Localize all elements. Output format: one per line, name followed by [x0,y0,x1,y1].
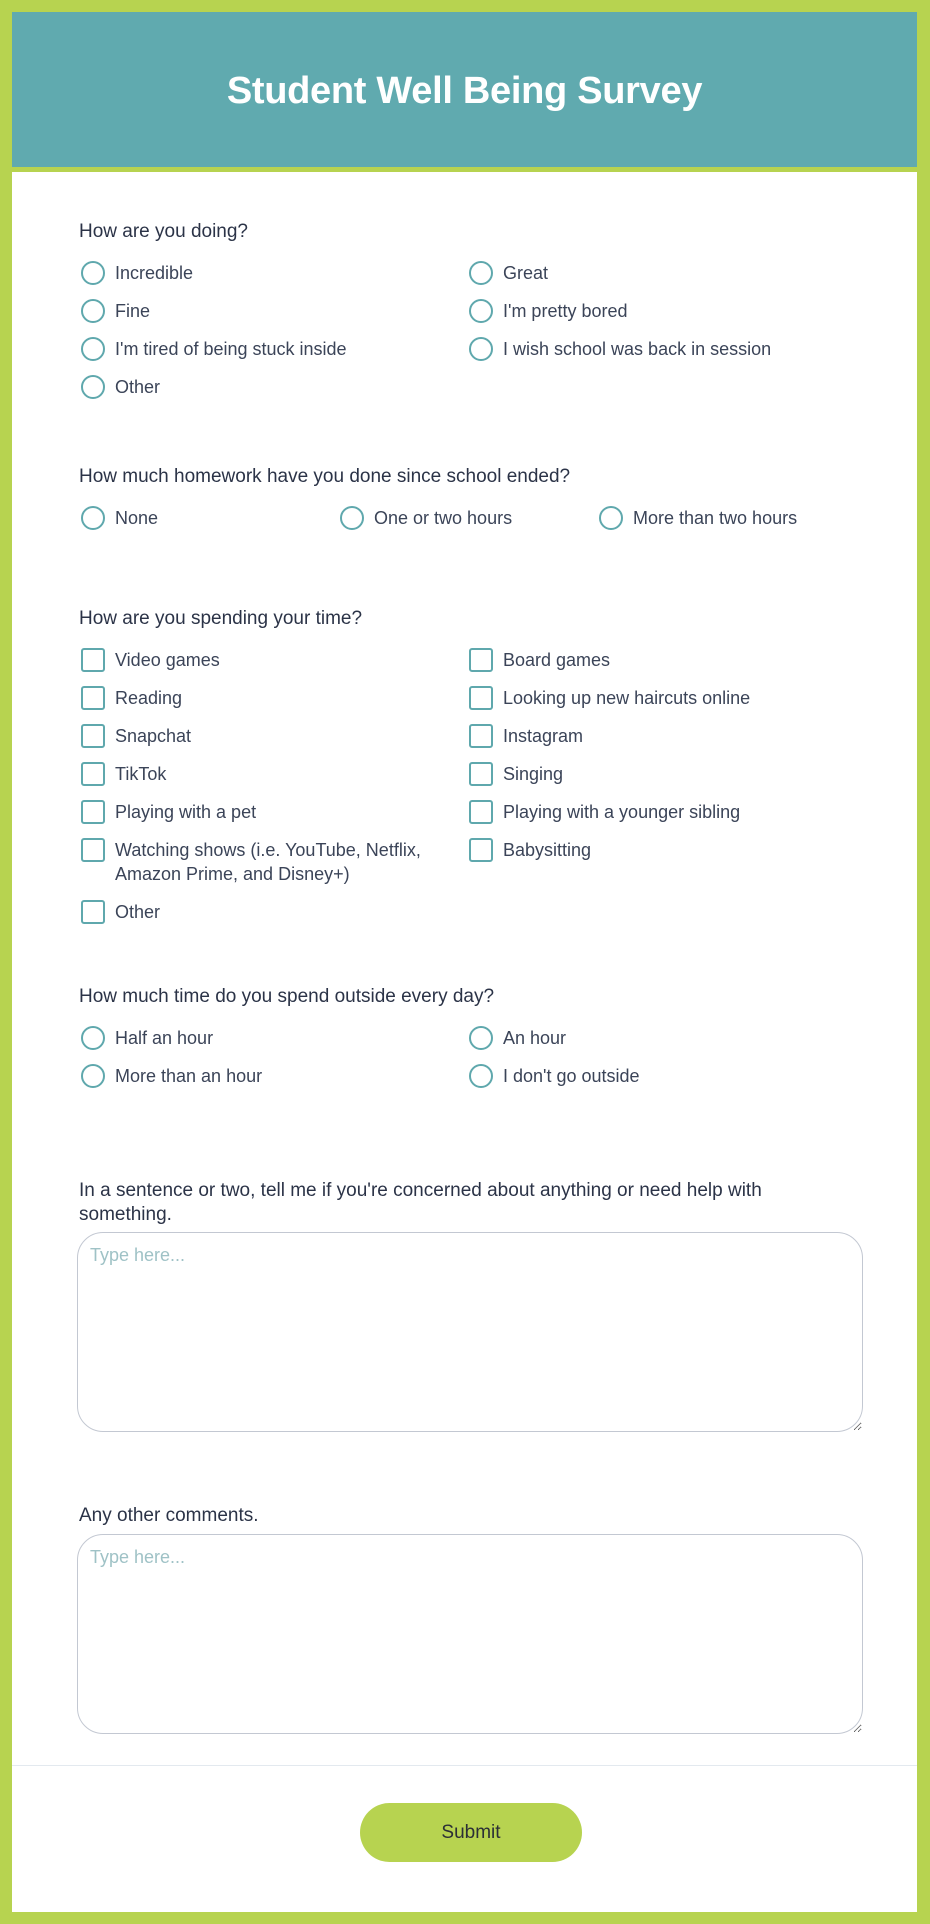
option-tiktok[interactable] [79,762,467,786]
checkbox[interactable] [81,800,105,824]
checkbox[interactable] [469,686,493,710]
option-an-hour[interactable] [467,1026,855,1050]
radio-button[interactable] [81,1064,105,1088]
header-divider [12,167,917,172]
question-label: How are you spending your time? [79,608,363,629]
option-label: Instagram [503,726,584,746]
checkbox[interactable] [81,762,105,786]
option-label: I'm tired of being stuck inside [115,339,347,359]
option-reading[interactable] [79,686,467,710]
option-more-than-an-hour[interactable] [79,1064,467,1088]
question-label: How are you doing? [79,221,248,242]
radio-button[interactable] [81,261,105,285]
option-label: Playing with a younger sibling [503,802,741,822]
option-label: Snapchat [115,726,192,746]
option-half-an-hour[interactable] [79,1026,467,1050]
footer-divider [12,1765,917,1766]
checkbox[interactable] [81,900,105,924]
question-concerns [79,1179,869,1227]
radio-button[interactable] [599,506,623,530]
option-great[interactable] [467,261,855,285]
submit-button[interactable]: Submit [360,1803,582,1862]
option-singing[interactable] [467,762,855,786]
option-label: Great [503,263,549,283]
option-instagram[interactable] [467,724,855,748]
option-pretty-bored[interactable] [467,299,855,323]
question-label: In a sentence or two, tell me if you're concerned about anything or need help with something. [79,1180,762,1225]
option-label: Board games [503,650,611,670]
option-other[interactable] [79,900,467,924]
options-group [79,261,869,399]
option-label: Half an hour [115,1028,214,1048]
checkbox[interactable] [469,800,493,824]
option-label: Video games [115,650,220,670]
option-label: More than two hours [633,508,798,528]
radio-button[interactable] [81,1026,105,1050]
option-label: I don't go outside [503,1066,640,1086]
radio-button[interactable] [469,261,493,285]
option-watching-shows[interactable] [79,838,467,886]
comments-textarea[interactable] [77,1534,863,1734]
option-one-or-two-hours[interactable] [338,506,597,530]
options-group [79,648,869,924]
option-other[interactable] [79,375,467,399]
radio-button[interactable] [81,506,105,530]
checkbox[interactable] [81,686,105,710]
radio-button[interactable] [81,375,105,399]
option-label: Singing [503,764,564,784]
option-label: TikTok [115,764,167,784]
option-label: An hour [503,1028,567,1048]
radio-button[interactable] [469,1026,493,1050]
radio-button[interactable] [469,337,493,361]
page-title: Student Well Being Survey [226,70,703,112]
option-label: Fine [115,301,151,321]
checkbox[interactable] [469,724,493,748]
option-babysitting[interactable] [467,838,855,886]
question-spending-time [79,607,869,924]
survey-card [12,12,917,1912]
option-label: Watching shows (i.e. YouTube, Netflix, Amazon Prime, and Disney+) [115,840,421,884]
checkbox[interactable] [81,724,105,748]
radio-button[interactable] [81,337,105,361]
option-dont-go-outside[interactable] [467,1064,855,1088]
option-incredible[interactable] [79,261,467,285]
option-video-games[interactable] [79,648,467,672]
option-label: Looking up new haircuts online [503,688,751,708]
option-fine[interactable] [79,299,467,323]
option-label: Other [115,902,161,922]
option-playing-with-pet[interactable] [79,800,467,824]
checkbox[interactable] [469,762,493,786]
radio-button[interactable] [81,299,105,323]
option-label: Other [115,377,161,397]
concerns-textarea[interactable] [77,1232,863,1432]
option-label: More than an hour [115,1066,263,1086]
option-label: Incredible [115,263,194,283]
option-snapchat[interactable] [79,724,467,748]
option-label: Playing with a pet [115,802,257,822]
question-homework [79,465,869,530]
option-label: Babysitting [503,840,592,860]
radio-button[interactable] [340,506,364,530]
option-more-than-two-hours[interactable] [597,506,856,530]
question-label: Any other comments. [79,1505,259,1526]
checkbox[interactable] [81,838,105,862]
option-tired-stuck-inside[interactable] [79,337,467,361]
question-time-outside [79,985,869,1088]
question-label: How much time do you spend outside every day? [79,986,495,1007]
option-label: I wish school was back in session [503,339,772,359]
question-label: How much homework have you done since school ended? [79,466,571,487]
checkbox[interactable] [469,838,493,862]
option-label: Reading [115,688,183,708]
radio-button[interactable] [469,299,493,323]
option-none[interactable] [79,506,338,530]
option-label: I'm pretty bored [503,301,628,321]
option-wish-school-back[interactable] [467,337,855,361]
option-label: One or two hours [374,508,513,528]
checkbox[interactable] [469,648,493,672]
radio-button[interactable] [469,1064,493,1088]
survey-header [12,12,917,167]
option-younger-sibling[interactable] [467,800,855,824]
option-label: None [115,508,159,528]
question-other-comments [79,1504,869,1528]
options-group [79,1026,869,1088]
checkbox[interactable] [81,648,105,672]
option-haircuts[interactable] [467,686,855,710]
option-board-games[interactable] [467,648,855,672]
options-group [79,506,869,530]
question-how-are-you-doing [79,220,869,399]
